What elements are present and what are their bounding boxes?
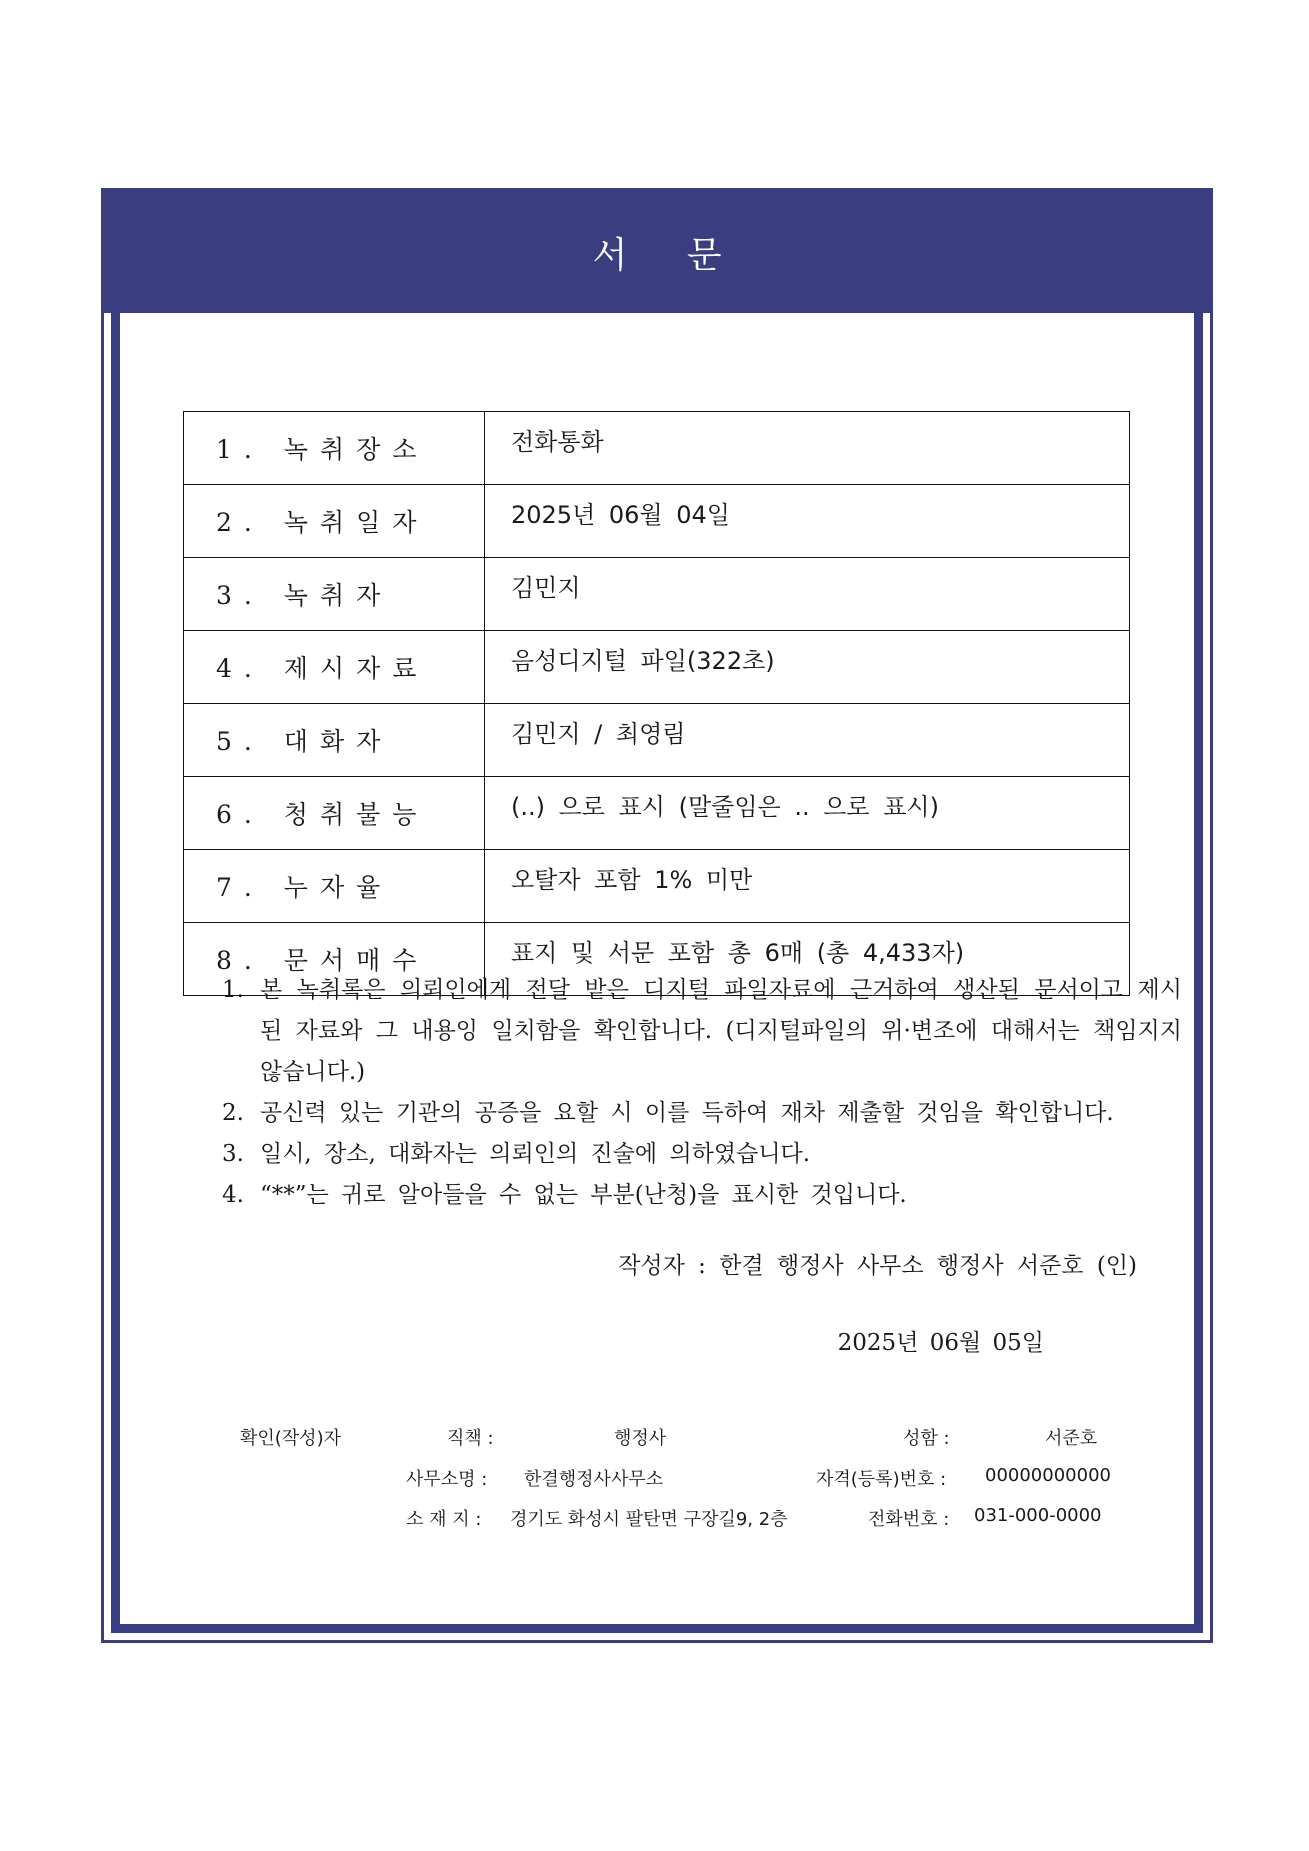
name-label: 성함 : xyxy=(903,1428,950,1449)
recording-info-table xyxy=(183,411,1130,996)
note-text: 공신력 있는 기관의 공증을 요할 시 이를 득하여 재차 제출할 것임을 확인합니다. xyxy=(260,1100,1114,1126)
note-text: 일시, 장소, 대화자는 의뢰인의 진술에 의하였습니다. xyxy=(260,1141,811,1167)
note-number: 2. xyxy=(222,1100,244,1126)
notes-list xyxy=(222,970,1182,1216)
list-item xyxy=(222,970,1182,1093)
row-value: 김민지 xyxy=(485,558,1130,631)
list-item xyxy=(222,1134,1182,1175)
writer-line: 작성자 : 한결 행정사 사무소 행정사 서준호 (인) xyxy=(618,1253,1137,1279)
list-item xyxy=(222,1093,1182,1134)
row-value: 표지 및 서문 포함 총 6매 (총 4,433자) xyxy=(485,923,1130,996)
row-label: 8. 문서매수 xyxy=(184,923,485,996)
row-value: 오탈자 포함 1% 미만 xyxy=(485,850,1130,923)
address-value: 경기도 화성시 팔탄면 구장길9, 2층 xyxy=(510,1509,788,1530)
document-title: 서 문 xyxy=(592,234,746,276)
note-number: 3. xyxy=(222,1141,244,1167)
row-value: 전화통화 xyxy=(485,412,1130,485)
row-value: 음성디지털 파일(322초) xyxy=(485,631,1130,704)
table-row xyxy=(184,850,1130,923)
row-label: 1. 녹취장소 xyxy=(184,412,485,485)
row-label: 7. 누자율 xyxy=(184,850,485,923)
table-row xyxy=(184,412,1130,485)
table-row xyxy=(184,777,1130,850)
note-number: 4. xyxy=(222,1182,244,1208)
office-label: 사무소명 : xyxy=(406,1469,488,1490)
license-value: 00000000000 xyxy=(985,1465,1111,1486)
phone-value: 031-000-0000 xyxy=(974,1505,1102,1526)
note-text: “**”는 귀로 알아들을 수 없는 부분(난청)을 표시한 것입니다. xyxy=(260,1182,907,1208)
note-number: 1. xyxy=(222,977,244,1003)
document-date: 2025년 06월 05일 xyxy=(837,1330,1044,1356)
row-value: 2025년 06월 04일 xyxy=(485,485,1130,558)
row-label: 4. 제시자료 xyxy=(184,631,485,704)
title-banner xyxy=(104,191,1210,313)
row-label: 2. 녹취일자 xyxy=(184,485,485,558)
table-row xyxy=(184,631,1130,704)
row-value: (..) 으로 표시 (말줄임은 .. 으로 표시) xyxy=(485,777,1130,850)
office-value: 한결행정사사무소 xyxy=(524,1469,664,1490)
license-label: 자격(등록)번호 : xyxy=(816,1469,947,1490)
table-row xyxy=(184,558,1130,631)
phone-label: 전화번호 : xyxy=(868,1509,950,1530)
confirmer-heading: 확인(작성)자 xyxy=(240,1428,341,1449)
position-label: 직책 : xyxy=(447,1428,494,1449)
address-label: 소 재 지 : xyxy=(406,1509,482,1530)
table-row xyxy=(184,704,1130,777)
name-value: 서준호 xyxy=(1045,1428,1098,1449)
row-label: 6. 청취불능 xyxy=(184,777,485,850)
row-label: 3. 녹취자 xyxy=(184,558,485,631)
list-item xyxy=(222,1175,1182,1216)
row-label: 5. 대화자 xyxy=(184,704,485,777)
position-value: 행정사 xyxy=(614,1428,667,1449)
table-row xyxy=(184,485,1130,558)
note-text: 본 녹취록은 의뢰인에게 전달 받은 디지털 파일자료에 근거하여 생산된 문서이고 제시된 자료와 그 내용잉 일치함을 확인합니다. (디지털파일의 위·변조에 대해서는 책임지지 않습니다.) xyxy=(260,977,1182,1085)
row-value: 김민지 / 최영림 xyxy=(485,704,1130,777)
